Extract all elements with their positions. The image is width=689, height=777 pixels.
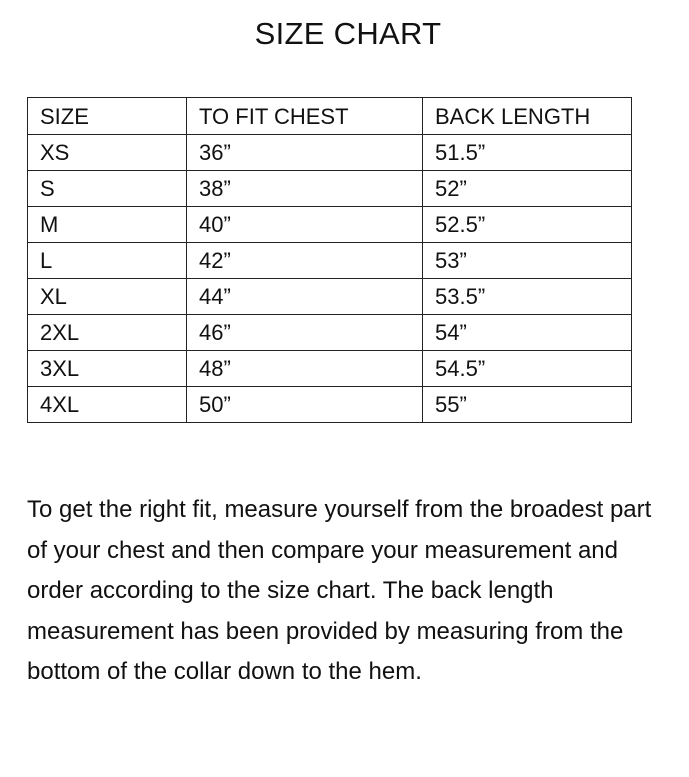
size-cell: S xyxy=(28,171,187,207)
chest-cell: 48” xyxy=(187,351,423,387)
back-length-cell: 54” xyxy=(423,315,632,351)
table-row xyxy=(28,207,632,243)
size-cell: XL xyxy=(28,279,187,315)
size-cell: XS xyxy=(28,135,187,171)
size-cell: 4XL xyxy=(28,387,187,423)
table-row xyxy=(28,135,632,171)
table-row xyxy=(28,171,632,207)
back-length-cell: 54.5” xyxy=(423,351,632,387)
back-length-cell: 55” xyxy=(423,387,632,423)
size-cell: 3XL xyxy=(28,351,187,387)
size-cell: M xyxy=(28,207,187,243)
size-chart-table xyxy=(27,97,632,423)
back-length-cell: 53” xyxy=(423,243,632,279)
table-row xyxy=(28,243,632,279)
table-row xyxy=(28,351,632,387)
chest-cell: 38” xyxy=(187,171,423,207)
chest-cell: 50” xyxy=(187,387,423,423)
chest-cell: 44” xyxy=(187,279,423,315)
fit-instructions: To get the right fit, measure yourself from the broadest part of your chest and then compare your measurement and order according to the size chart. The back length measurement has been provided by measuring from the bottom of the collar down to the hem. xyxy=(27,496,652,685)
chest-cell: 40” xyxy=(187,207,423,243)
table-row xyxy=(28,387,632,423)
size-cell: L xyxy=(28,243,187,279)
table-row xyxy=(28,279,632,315)
back-length-cell: 52” xyxy=(423,171,632,207)
table-row xyxy=(28,315,632,351)
back-length-cell: 52.5” xyxy=(423,207,632,243)
back-length-cell: 51.5” xyxy=(423,135,632,171)
column-header-size: SIZE xyxy=(28,98,187,135)
column-header-chest: TO FIT CHEST xyxy=(187,98,423,135)
chest-cell: 46” xyxy=(187,315,423,351)
table-header-row xyxy=(28,98,632,135)
chest-cell: 36” xyxy=(187,135,423,171)
column-header-back-length: BACK LENGTH xyxy=(423,98,632,135)
chest-cell: 42” xyxy=(187,243,423,279)
page-title: SIZE CHART xyxy=(254,16,442,51)
size-cell: 2XL xyxy=(28,315,187,351)
back-length-cell: 53.5” xyxy=(423,279,632,315)
